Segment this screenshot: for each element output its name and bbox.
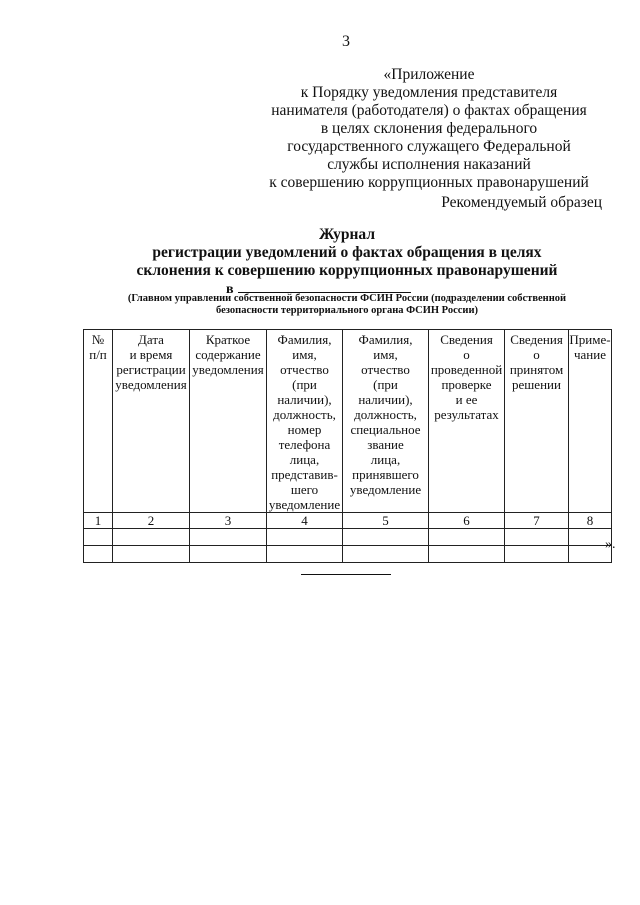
table-cell bbox=[84, 529, 113, 546]
department-subtitle bbox=[100, 293, 594, 317]
end-divider bbox=[301, 574, 391, 575]
table-cell bbox=[190, 546, 267, 563]
table-cell bbox=[113, 546, 190, 563]
page-number: 3 bbox=[342, 33, 350, 50]
column-header: Краткое содержание уведомления bbox=[190, 330, 267, 513]
table-cell bbox=[505, 546, 569, 563]
appendix-line: государственного служащего Федеральной bbox=[287, 138, 571, 155]
appendix-line: к совершению коррупционных правонарушений bbox=[269, 174, 589, 191]
closing-quote: ». bbox=[605, 537, 616, 552]
column-number: 3 bbox=[190, 513, 267, 529]
column-header: Фамилия, имя, отчество (при наличии), должность, специальное звание лица, принявшего уведомление bbox=[343, 330, 429, 513]
appendix-line: нанимателя (работодателя) о фактах обращения bbox=[271, 102, 587, 119]
table-cell bbox=[267, 546, 343, 563]
column-header: Дата и время регистрации уведомления bbox=[113, 330, 190, 513]
column-number: 8 bbox=[569, 513, 612, 529]
appendix-heading bbox=[255, 66, 603, 192]
column-number: 7 bbox=[505, 513, 569, 529]
table-numbering-row bbox=[84, 513, 612, 529]
department-blank bbox=[238, 280, 411, 293]
column-number: 2 bbox=[113, 513, 190, 529]
table-cell bbox=[429, 529, 505, 546]
column-header: Фамилия, имя, отчество (при наличии), должность, номер телефона лица, представив- шего уведомление bbox=[267, 330, 343, 513]
appendix-line: «Приложение bbox=[383, 66, 475, 83]
appendix-line: службы исполнения наказаний bbox=[327, 156, 531, 173]
table-cell bbox=[84, 546, 113, 563]
column-number: 6 bbox=[429, 513, 505, 529]
table-row bbox=[84, 529, 612, 546]
table-row bbox=[84, 546, 612, 563]
appendix-line: в целях склонения федерального bbox=[320, 120, 538, 137]
subtitle-line: (Главном управлении собственной безопасности ФСИН России (подразделении собственной bbox=[127, 293, 567, 304]
title-line: регистрации уведомлений о фактах обращения в целях bbox=[152, 244, 542, 261]
table-cell bbox=[190, 529, 267, 546]
subtitle-line: безопасности территориального органа ФСИН России) bbox=[215, 305, 479, 316]
table-cell bbox=[505, 529, 569, 546]
column-header: Сведения о принятом решении bbox=[505, 330, 569, 513]
column-number: 4 bbox=[267, 513, 343, 529]
column-number: 1 bbox=[84, 513, 113, 529]
table-cell bbox=[343, 546, 429, 563]
table-header-row bbox=[84, 330, 612, 513]
appendix-line: к Порядку уведомления представителя bbox=[300, 84, 558, 101]
recommended-sample-label: Рекомендуемый образец bbox=[441, 194, 602, 211]
table-cell bbox=[113, 529, 190, 546]
column-header: № п/п bbox=[84, 330, 113, 513]
column-header: Сведения о проведенной проверке и ее результатах bbox=[429, 330, 505, 513]
journal-table bbox=[83, 329, 612, 563]
table-cell bbox=[429, 546, 505, 563]
column-number: 5 bbox=[343, 513, 429, 529]
table-cell bbox=[267, 529, 343, 546]
column-header: Приме- чание bbox=[569, 330, 612, 513]
title-line: Журнал bbox=[318, 226, 376, 243]
in-prefix: в bbox=[226, 282, 234, 297]
table-cell bbox=[343, 529, 429, 546]
title-line: склонения к совершению коррупционных правонарушений bbox=[136, 262, 558, 279]
journal-title bbox=[100, 226, 594, 280]
